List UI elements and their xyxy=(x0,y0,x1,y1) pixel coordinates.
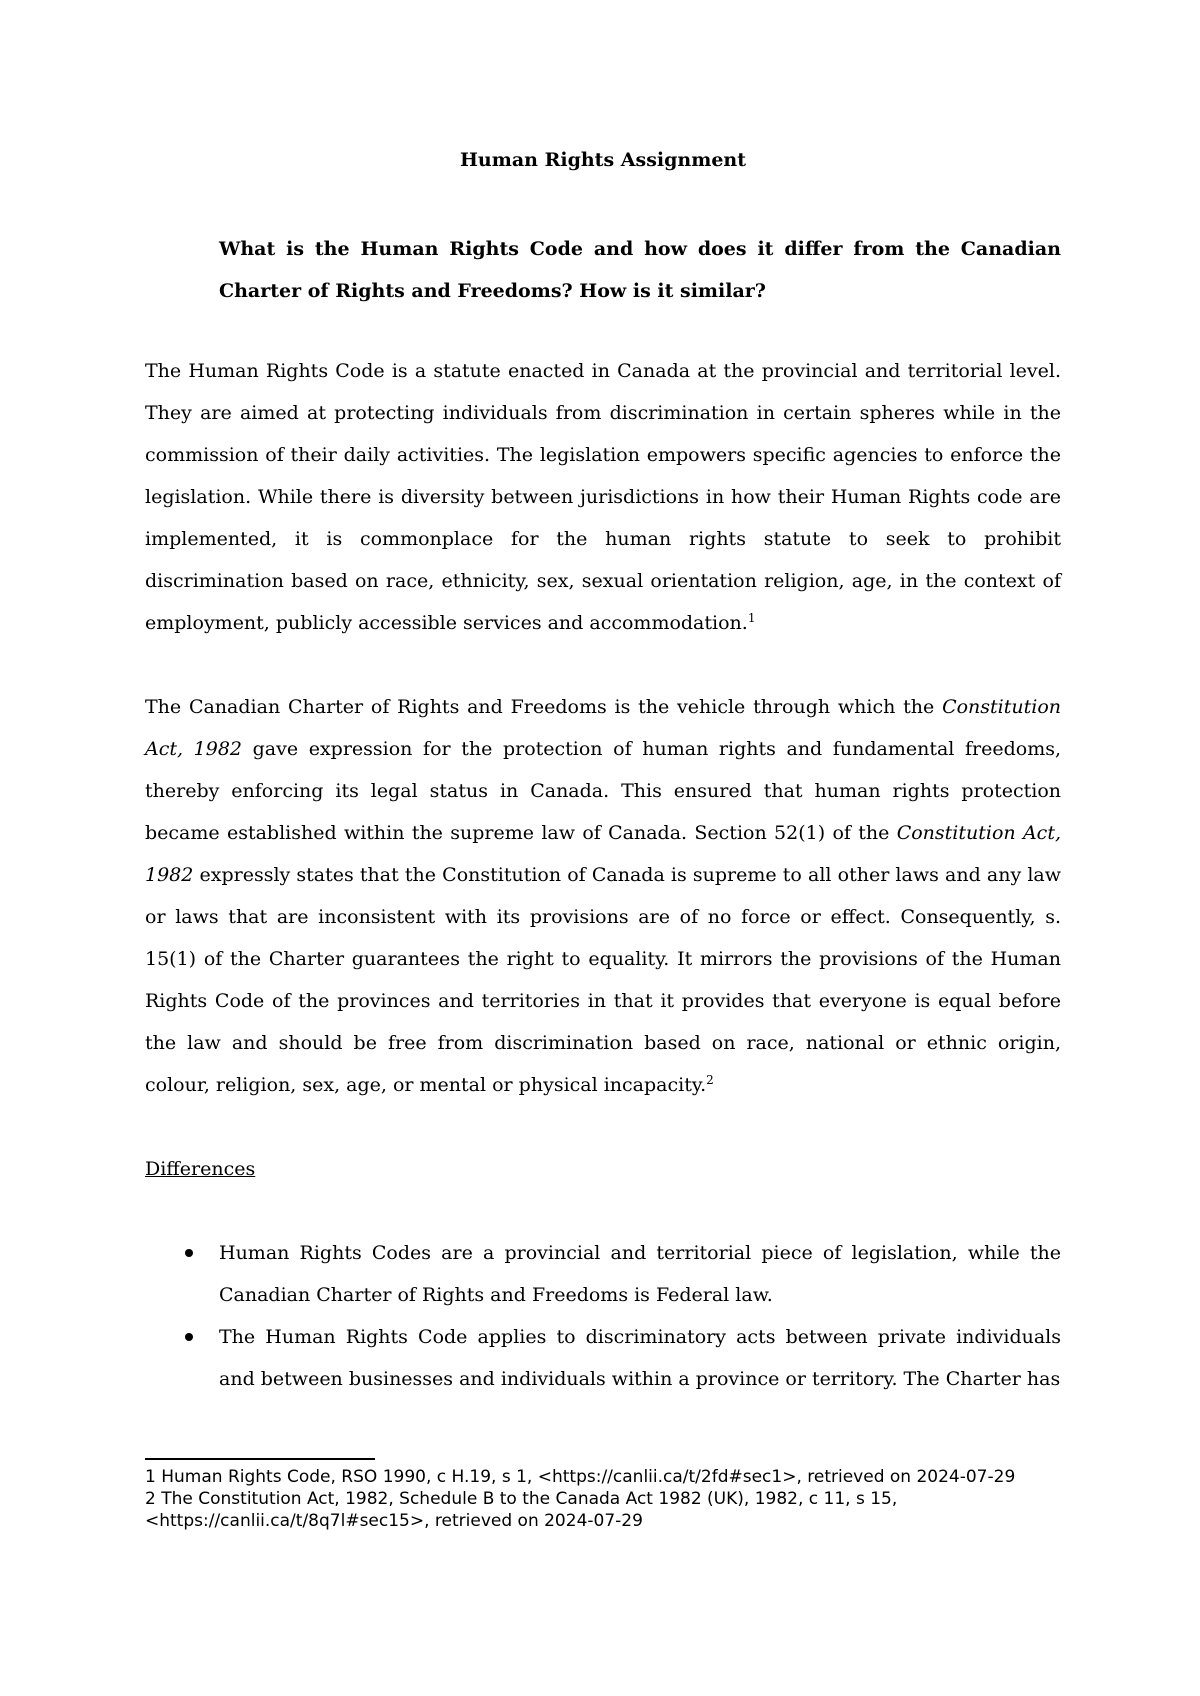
footnote-text: Human Rights Code, RSO 1990, c H.19, s 1, <https://canlii.ca/t/2fd#sec1>, retrieved on 2024-07-29 xyxy=(155,1467,1016,1487)
footnote-reference-2: 2 xyxy=(706,1073,714,1087)
paragraph-text: expressly states that the Constitution of Canada is supreme to all other laws and any law or laws that are inconsistent with its provisions are of no force or effect. Consequently, s. 15(1) of the Charter guarantees the right to equality. It mirrors the provisions of the Human Rights Code of the provinces and territories in that it provides that everyone is equal before the law and should be free from discrimination based on race, national or ethnic origin, colour, religion, sex, age, or mental or physical incapacity. xyxy=(145,864,1061,1096)
paragraph-text: gave expression for the protection of human rights and fundamental freedoms, thereby enforcing its legal status in Canada. This ensured that human rights protection became established within the supreme law of Canada. Section 52(1) of the xyxy=(145,738,1061,844)
list-item xyxy=(145,1232,1061,1316)
footnote-1 xyxy=(145,1466,1061,1488)
paragraph-text: The Canadian Charter of Rights and Freedoms is the vehicle through which the xyxy=(145,696,943,718)
footnote-separator xyxy=(145,1458,375,1460)
footnote-mark: 2 xyxy=(145,1489,156,1509)
bullet-icon xyxy=(185,1249,193,1257)
document-page xyxy=(145,0,1061,1696)
footnote-2 xyxy=(145,1488,1061,1532)
differences-list xyxy=(145,1232,1061,1400)
footnotes xyxy=(145,1466,1061,1532)
list-item-text: Human Rights Codes are a provincial and territorial piece of legislation, while the Canadian Charter of Rights and Freedoms is Federal law. xyxy=(219,1242,1061,1306)
list-item xyxy=(145,1316,1061,1400)
italic-act-title: Constitution Act, 1982 xyxy=(145,822,1061,886)
paragraph-text: The Human Rights Code is a statute enacted in Canada at the provincial and territorial level. They are aimed at protecting individuals from discrimination in certain spheres while in the commission of their daily activities. The legislation empowers specific agencies to enforce the legislation. While there is diversity between jurisdictions in how their Human Rights code are implemented, it is commonplace for the human rights statute to seek to prohibit discrimination based on race, ethnicity, sex, sexual orientation religion, age, in the context of employment, publicly accessible services and accommodation. xyxy=(145,360,1061,634)
differences-heading: Differences xyxy=(145,1158,256,1180)
assignment-question: What is the Human Rights Code and how does it differ from the Canadian Charter of Rights and Freedoms? How is it similar? xyxy=(219,238,1061,302)
italic-act-title: Constitution Act, 1982 xyxy=(145,696,1061,760)
paragraph-canadian-charter xyxy=(145,686,1061,1106)
footnote-text: The Constitution Act, 1982, Schedule B to the Canada Act 1982 (UK), 1982, c 11, s 15, <https://canlii.ca/t/8q7l#sec15>, retrieved on 2024-07-29 xyxy=(145,1489,898,1531)
footnote-mark: 1 xyxy=(145,1467,156,1487)
bullet-icon xyxy=(185,1333,193,1341)
footnote-reference-1: 1 xyxy=(747,611,756,625)
document-title: Human Rights Assignment xyxy=(459,149,747,171)
paragraph-human-rights-code xyxy=(145,350,1061,644)
list-item-text: The Human Rights Code applies to discriminatory acts between private individuals and between businesses and individuals within a province or territory. The Charter has xyxy=(219,1326,1061,1390)
